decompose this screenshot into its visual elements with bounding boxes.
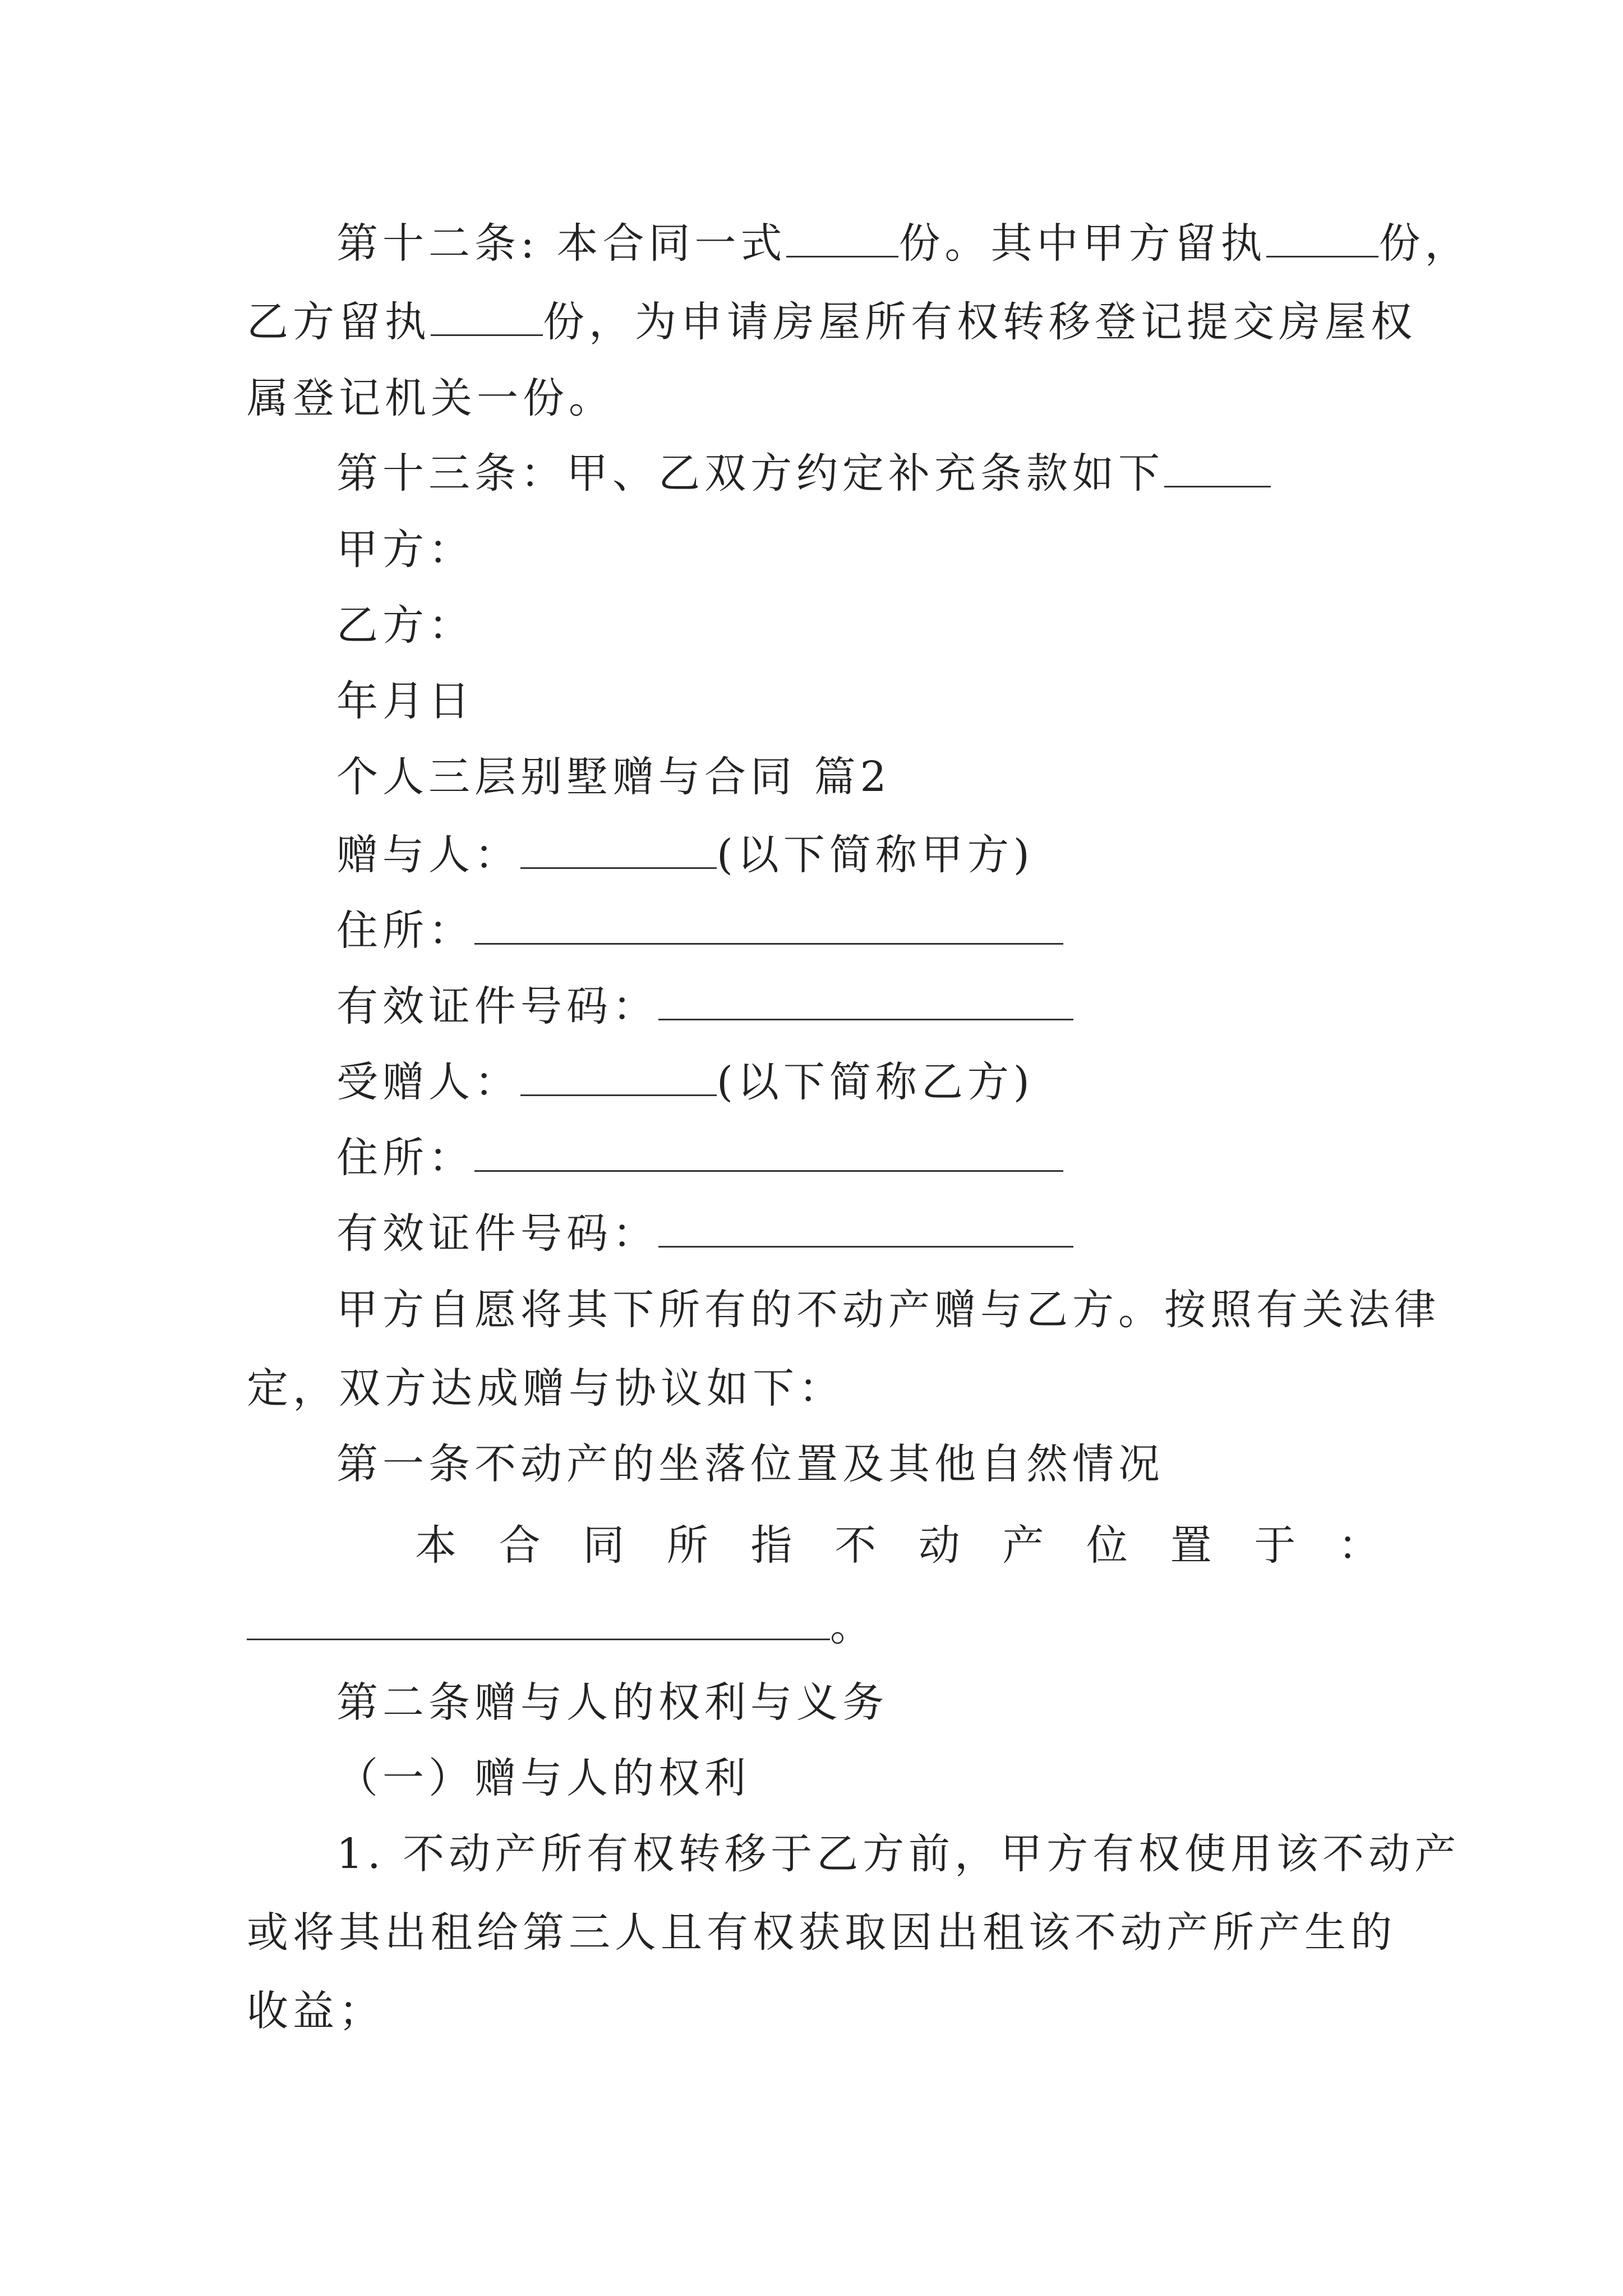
donee-address-blank	[474, 1128, 1063, 1172]
article-2-item-1-line-3: 收益；	[247, 1987, 385, 2035]
party-b-signature: 乙方：	[336, 601, 474, 650]
intro-line-2: 定，双方达成赠与协议如下：	[247, 1364, 845, 1412]
donor-id-line: 有效证件号码：	[336, 976, 1073, 1034]
article-2-item-1-line-2: 或将其出租给第三人且有权获取因出租该不动产所产生的	[247, 1908, 1396, 1957]
donee-line: 受赠人： (以下简称乙方)	[336, 1052, 1034, 1110]
party-a-signature: 甲方：	[336, 526, 474, 574]
location-char: 于	[1254, 1521, 1296, 1570]
article-1-title: 第一条不动产的坐落位置及其他自然情况	[336, 1440, 1164, 1488]
party-b-copies-blank	[431, 292, 543, 336]
article-2-item-1-line-1: 1. 不动产所有权转移于乙方前，甲方有权使用该不动产	[336, 1830, 1461, 1878]
article-12-line-2: 乙方留执 份，为申请房屋所有权转移登记提交房屋权	[247, 292, 1417, 350]
article-12-line-3: 属登记机关一份。	[247, 374, 615, 422]
donee-name-blank	[520, 1052, 717, 1096]
donor-id-blank	[658, 976, 1073, 1020]
article-12-line-1: 第十二条: 本合同一式 份。其中甲方留执 份，	[336, 213, 1470, 272]
donee-address-line: 住所：	[336, 1128, 1063, 1186]
article-2-subtitle: （一）赠与人的权利	[336, 1754, 750, 1802]
donor-name-blank	[520, 825, 717, 869]
location-char: 动	[918, 1521, 960, 1570]
location-char: 本	[415, 1521, 457, 1570]
location-char: 所	[666, 1521, 708, 1570]
section-title: 个人三层别墅赠与合同 篇2	[336, 753, 891, 801]
location-char: 产	[1002, 1521, 1044, 1570]
article-13-line: 第十三条：甲、乙双方约定补充条款如下	[336, 443, 1271, 501]
location-char: 合	[499, 1521, 541, 1570]
donee-id-line: 有效证件号码：	[336, 1203, 1073, 1262]
donor-address-line: 住所：	[336, 900, 1063, 959]
article-1-location-line	[415, 1517, 1380, 1573]
property-location-blank	[247, 1596, 830, 1640]
donor-address-blank	[474, 900, 1063, 945]
article-2-title: 第二条赠与人的权利与义务	[336, 1678, 888, 1727]
location-char: 置	[1170, 1521, 1212, 1570]
location-char: 同	[583, 1521, 625, 1570]
donor-line: 赠与人： (以下简称甲方)	[336, 825, 1034, 883]
intro-line-1: 甲方自愿将其下所有的不动产赠与乙方。按照有关法律	[336, 1286, 1440, 1334]
location-char: 位	[1086, 1521, 1128, 1570]
copies-total-blank	[786, 213, 898, 257]
article-1-location-blank-line: 。	[247, 1596, 876, 1654]
location-char: 指	[750, 1521, 792, 1570]
party-a-copies-blank	[1266, 213, 1378, 257]
donee-id-blank	[658, 1203, 1073, 1248]
supplementary-terms-blank	[1164, 443, 1271, 487]
location-char: 不	[834, 1521, 877, 1570]
location-char: ：	[1338, 1521, 1380, 1570]
date-line: 年月日	[336, 677, 474, 725]
